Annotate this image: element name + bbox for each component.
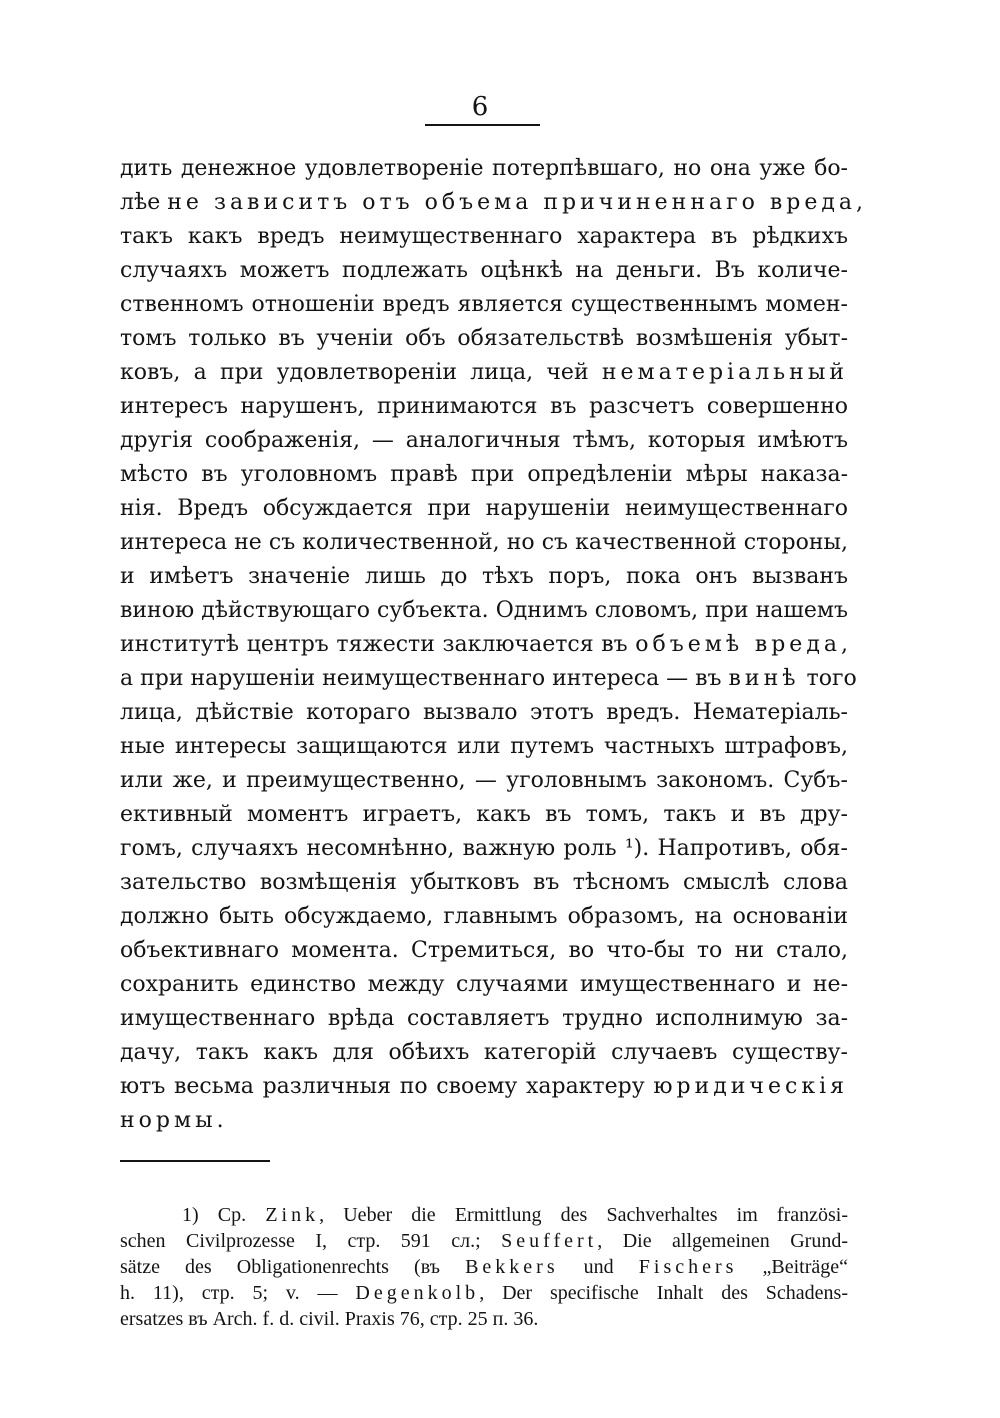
page-number: 6 <box>471 92 489 122</box>
footnote-line: sätze des Obligationenrechts (въ Bekkers und Fischers „Beiträge“ <box>120 1256 849 1278</box>
footnote-line: 1) Cp. Zink, Ueber die Ermittlung des Sachverhaltes im französi- <box>182 1204 849 1226</box>
text-line: нормы. <box>120 1108 224 1133</box>
text-line: должно быть обсуждаемо, главнымъ образомъ, на основанiи <box>120 904 848 929</box>
footnote-rule <box>120 1160 270 1162</box>
footnotes <box>120 1202 848 1332</box>
text-line: дить денежное удовлетворенiе потерпѣвшаго, но она уже бо- <box>120 156 848 181</box>
text-line: ственномъ отношенiи вредъ является существеннымъ момен- <box>120 292 848 317</box>
text-line: такъ какъ вредъ неимущественнаго характера въ рѣдкихъ <box>120 224 848 249</box>
text-line: случаяхъ можетъ подлежать оцѣнкѣ на деньги. Въ количе- <box>120 258 848 283</box>
text-line: гомъ, случаяхъ несомнѣнно, важную роль ¹). Напротивъ, обя- <box>120 836 848 861</box>
footnote-line: ersatzes въ Arch. f. d. civil. Praxis 76, стр. 25 п. 36. <box>120 1308 539 1330</box>
text-line: дачу, такъ какъ для обѣихъ категорiй случаевъ существу- <box>120 1040 848 1065</box>
text-line: институтѣ центръ тяжести заключается въ объемѣ вреда, <box>120 632 848 657</box>
text-line: нiя. Вредъ обсуждается при нарушенiи неимущественнаго <box>120 496 848 521</box>
text-line: а при нарушенiи неимущественнаго интереса — въ винѣ того <box>120 666 857 691</box>
text-line: сохранить единство между случаями имущественнаго и не- <box>120 972 848 997</box>
text-line: имущественнаго врѣда составляетъ трудно исполнимую за- <box>120 1006 848 1031</box>
text-line: зательство возмѣщенiя убытковъ въ тѣсномъ смыслѣ слова <box>120 870 848 895</box>
footnote-line: h. 11), стр. 5; v. — Degenkolb, Der specifische Inhalt des Schadens- <box>120 1282 848 1304</box>
footnote-line: schen Civilprozesse I, стр. 591 сл.; Seuffert, Die allgemeinen Grund- <box>120 1230 848 1252</box>
text-line: ективный моментъ играетъ, какъ въ томъ, такъ и въ дру- <box>120 802 848 827</box>
text-line: ютъ весьма различныя по своему характеру юридическiя <box>120 1074 848 1099</box>
text-line: виною дѣйствующаго субъекта. Однимъ словомъ, при нашемъ <box>120 598 848 623</box>
text-line: другiя соображенiя, — аналогичныя тѣмъ, которыя имѣютъ <box>120 428 848 453</box>
text-line: объективнаго момента. Стремиться, во что-бы то ни стало, <box>120 938 848 963</box>
text-line: лѣе не зависитъ отъ объема причиненнаго вреда, <box>120 190 868 215</box>
text-line: интересъ нарушенъ, принимаются въ разсчетъ совершенно <box>120 394 848 419</box>
text-line: мѣсто въ уголовномъ правѣ при опредѣленiи мѣры наказа- <box>120 462 848 487</box>
text-line: и имѣетъ значенiе лишь до тѣхъ поръ, пока онъ вызванъ <box>120 564 848 589</box>
text-line: или же, и преимущественно, — уголовнымъ закономъ. Субъ- <box>120 768 848 793</box>
body-text <box>120 152 868 1138</box>
text-line: томъ только въ ученiи объ обязательствѣ возмѣшенiя убыт- <box>120 326 848 351</box>
text-line: интереса не съ количественной, но съ качественной стороны, <box>120 530 848 555</box>
text-line: ковъ, а при удовлетворенiи лица, чей нематерiальный <box>120 360 848 385</box>
header-rule <box>425 124 540 126</box>
text-line: ные интересы защищаются или путемъ частныхъ штрафовъ, <box>120 734 848 759</box>
text-line: лица, дѣйствiе котораго вызвало этотъ вредъ. Нематерiаль- <box>120 700 848 725</box>
